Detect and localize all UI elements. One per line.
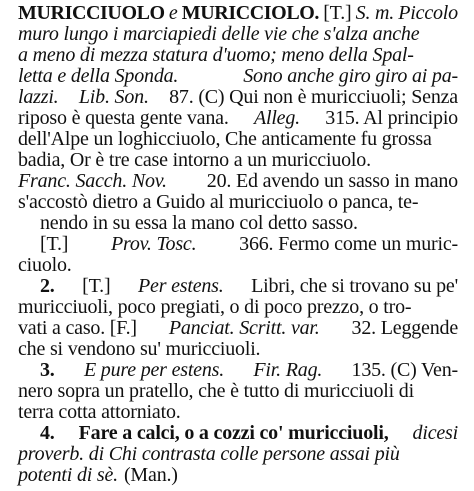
- entry-line: [18, 402, 458, 422]
- entry-line: [18, 24, 458, 44]
- sense-number: 4.: [40, 422, 55, 444]
- citation-text: 366. Fermo come un muric-: [239, 233, 458, 255]
- citation-text: 87. (C) Qui non è muricciuoli; Senza: [169, 86, 458, 108]
- entry-line: [18, 381, 458, 401]
- citation-source: Panciat. Scritt. var.: [168, 317, 320, 339]
- headword: MURICCIUOLO: [18, 2, 165, 24]
- entry-line: [18, 150, 458, 170]
- entry-line: [40, 213, 458, 233]
- entry-line: [18, 108, 458, 128]
- citation-source: (Man.): [123, 464, 178, 486]
- sense-label: E pure per estens.: [83, 359, 225, 381]
- citation-text: nendo in su essa la mano col detto sasso.: [40, 212, 358, 234]
- entry-line: [18, 171, 458, 191]
- entry-line: [18, 66, 458, 86]
- source-tag: [T.]: [82, 275, 111, 297]
- entry-line: [18, 465, 458, 485]
- citation-text: s'accostò dietro a Guido al muricciuolo o panca, te-: [18, 191, 419, 213]
- citation-source: Alleg.: [253, 107, 300, 129]
- idiom-phrase: Fare a calci, o a cozzi co' muricciuoli,: [78, 422, 389, 444]
- entry-line: [40, 276, 458, 296]
- entry-line: [18, 192, 458, 212]
- entry-line: [18, 3, 458, 23]
- entry-line: [40, 423, 458, 443]
- citation-text: riposo è questa gente vana.: [18, 107, 229, 129]
- definition-text: proverb. di Chi contrasta colle persone assai più: [18, 443, 400, 465]
- definition-text: dicesi: [412, 422, 458, 444]
- definition-text: lazzi.: [18, 86, 59, 108]
- definition-text: muro lungo i marciapiedi delle vie che s'alza anche: [18, 23, 420, 45]
- citation-text: dell'Alpe un loghicciuolo, Che anticamente fu grossa: [18, 128, 432, 150]
- entry-line: [18, 129, 458, 149]
- entry-line: [18, 444, 458, 464]
- definition-text: Piccolo: [398, 2, 458, 24]
- entry-line: [18, 87, 458, 107]
- source-tag: [T.]: [323, 2, 352, 24]
- citation-source: Lib. Son.: [78, 86, 149, 108]
- sense-number: 2.: [40, 275, 55, 297]
- citation-source: Fir. Rag.: [253, 359, 323, 381]
- entry-line: [40, 360, 458, 380]
- citation-text: che si vendono su' muricciuoli.: [18, 338, 261, 360]
- definition-text: a meno di mezza statura d'uomo; meno della Spal-: [18, 44, 414, 66]
- definition-text: letta e della Sponda.: [18, 65, 179, 87]
- source-tag: [T.]: [40, 233, 69, 255]
- citation-text: 32. Leggende: [351, 317, 458, 339]
- entry-line: [18, 339, 458, 359]
- entry-line: [40, 234, 458, 254]
- sense-label: Per estens.: [138, 275, 224, 297]
- headword-variant: MURICCIOLO.: [181, 2, 320, 24]
- entry-line: [18, 318, 458, 338]
- citation-text: ciuolo.: [18, 254, 72, 276]
- conjunction: e: [168, 2, 178, 24]
- citation-text: badia, Or è tre case intorno a un muricciuolo.: [18, 149, 371, 171]
- definition-text: Libri, che si trovano su pe': [251, 275, 458, 297]
- entry-line: [18, 255, 458, 275]
- citation-text: nero sopra un pratello, che è tutto di muricciuoli di: [18, 380, 414, 402]
- definition-text: Sono anche giro giro ai pa-: [243, 65, 458, 87]
- citation-text: 20. Ed avendo un sasso in mano: [206, 170, 458, 192]
- citation-source: Franc. Sacch. Nov.: [18, 170, 167, 192]
- definition-text: vati a caso. [F.]: [18, 317, 137, 339]
- entry-line: [18, 45, 458, 65]
- citation-text: 315. Al principio: [325, 107, 458, 129]
- citation-source: Prov. Tosc.: [111, 233, 197, 255]
- definition-text: potenti di sè.: [18, 464, 118, 486]
- sense-number: 3.: [40, 359, 55, 381]
- definition-text: muricciuoli, poco pregiati, o di poco prezzo, o tro-: [18, 296, 412, 318]
- entry-line: [18, 297, 458, 317]
- citation-text: terra cotta attorniato.: [18, 401, 181, 423]
- citation-text: 135. (C) Ven-: [351, 359, 458, 381]
- grammar-label: S. m.: [355, 2, 395, 24]
